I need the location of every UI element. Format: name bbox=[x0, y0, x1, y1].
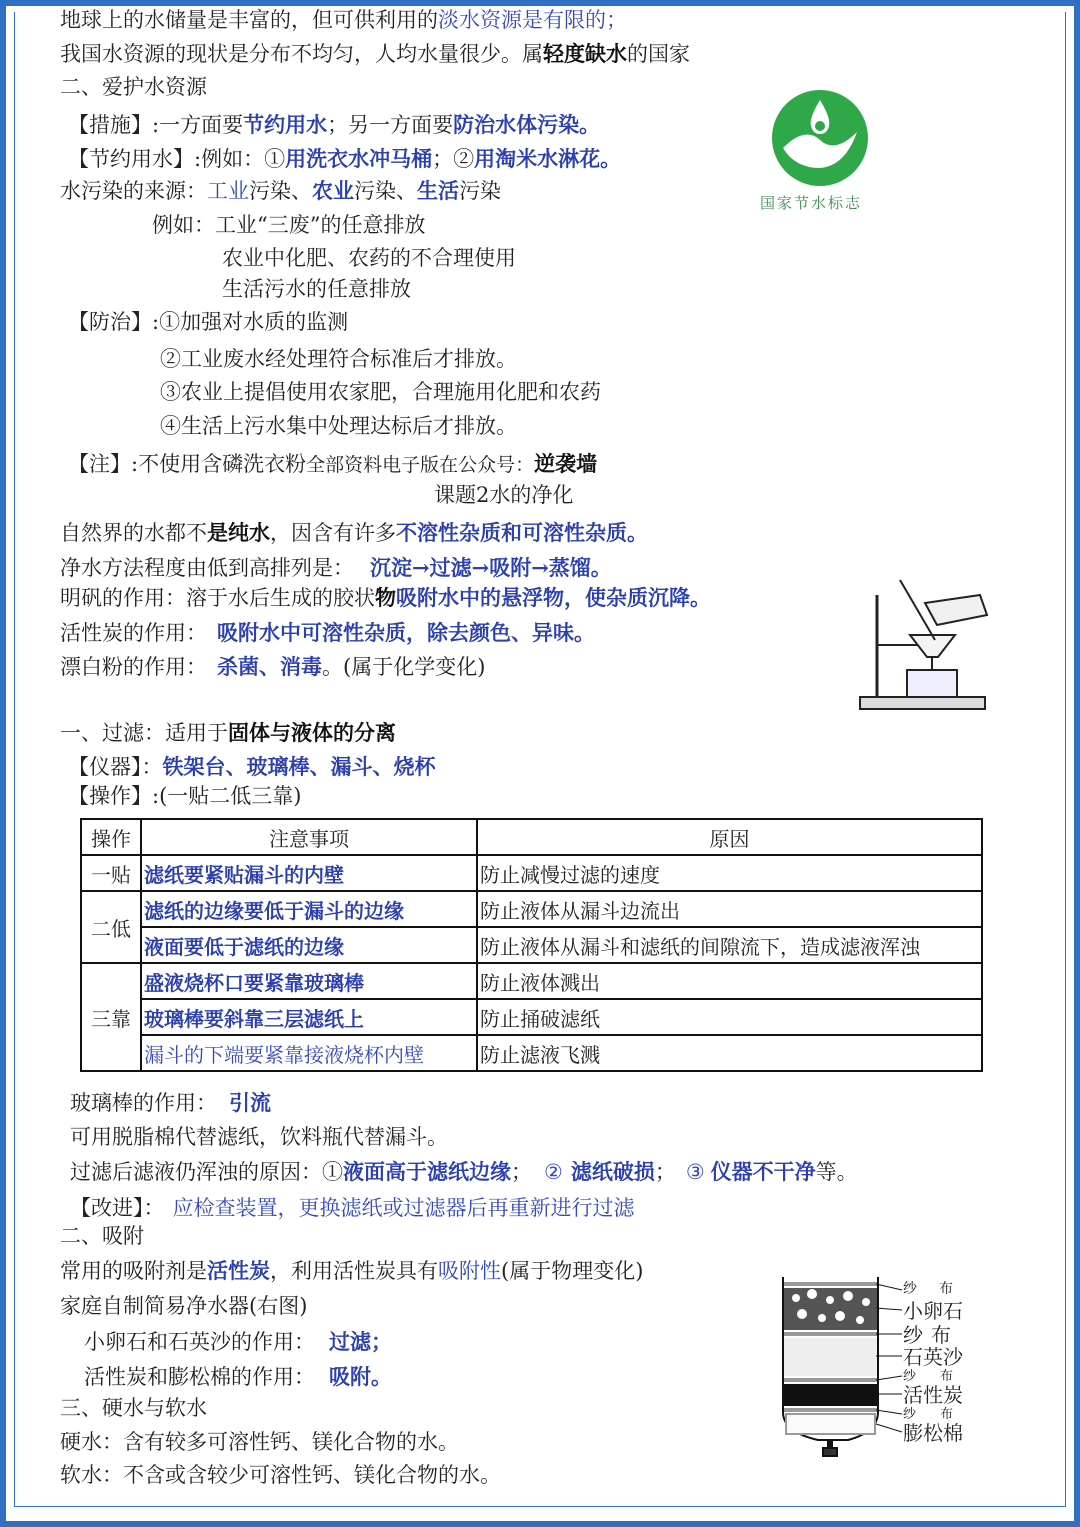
table-cell-note: 盛液烧杯口要紧靠玻璃棒 bbox=[141, 963, 477, 999]
line-carbon-role: 活性炭和膨松棉的作用： 吸附。 bbox=[84, 1364, 392, 1389]
line-operation: 【操作】:(一贴二低三靠) bbox=[68, 784, 302, 808]
line-substitutes: 可用脱脂棉代替滤纸，饮料瓶代替漏斗。 bbox=[70, 1125, 448, 1149]
filtration-table bbox=[80, 818, 983, 1072]
line-pebbles-role: 小卵石和石英沙的作用： 过滤； bbox=[84, 1329, 392, 1354]
line-save-water: 【节约用水】:例如：①用洗衣水冲马桶；②用淘米水淋花。 bbox=[68, 146, 622, 171]
table-cell-reason: 防止液体从漏斗边流出 bbox=[477, 891, 982, 927]
table-cell-note: 漏斗的下端要紧靠接液烧杯内壁 bbox=[141, 1035, 477, 1071]
line-activated-carbon: 活性炭的作用： 吸附水中可溶性杂质，除去颜色、异味。 bbox=[60, 620, 595, 645]
line-alum: 明矾的作用：溶于水后生成的胶状物吸附水中的悬浮物，使杂质沉降。 bbox=[60, 585, 711, 610]
heading-filtration: 一、过滤：适用于固体与液体的分离 bbox=[60, 720, 396, 745]
label-cotton: 膨松棉 bbox=[903, 1421, 963, 1445]
line-bleach: 漂白粉的作用： 杀菌、消毒。(属于化学变化) bbox=[60, 654, 486, 679]
table-header-row bbox=[81, 819, 982, 855]
line-note: 【注】:不使用含磷洗衣粉全部资料电子版在公众号：逆袭墙 bbox=[68, 451, 598, 476]
line-purification-order: 净水方法程度由低到高排列是： 沉淀→过滤→吸附→蒸馏。 bbox=[60, 555, 612, 580]
label-activated-carbon: 活性炭 bbox=[903, 1383, 963, 1407]
table-cell-reason: 防止液体从漏斗和滤纸的间隙流下，造成滤液浑浊 bbox=[477, 927, 982, 963]
table-row bbox=[81, 891, 982, 927]
line-pollution-sources: 水污染的来源：工业污染、农业污染、生活污染 bbox=[60, 178, 501, 203]
table-cell-reason: 防止滤液飞溅 bbox=[477, 1035, 982, 1071]
line-turbid-reasons: 过滤后滤液仍浑浊的原因：①液面高于滤纸边缘； ② 滤纸破损； ③ 仪器不干净等。 bbox=[70, 1159, 858, 1184]
label-gauze-3: 纱 布 bbox=[903, 1369, 954, 1384]
table-cell-reason: 防止捅破滤纸 bbox=[477, 999, 982, 1035]
line-measures: 【措施】:一方面要节约用水；另一方面要防治水体污染。 bbox=[68, 112, 601, 137]
line-soft-water: 软水：不含或含较少可溶性钙、镁化合物的水。 bbox=[60, 1463, 501, 1487]
header-operation: 操作 bbox=[81, 819, 141, 855]
line-hard-water: 硬水：含有较多可溶性钙、镁化合物的水。 bbox=[60, 1430, 459, 1454]
simple-water-purifier-illustration bbox=[778, 1272, 978, 1462]
table-row bbox=[81, 999, 982, 1035]
table-row bbox=[81, 963, 982, 999]
line-water-storage: 地球上的水储量是丰富的，但可供利用的淡水资源是有限的； bbox=[60, 8, 627, 32]
header-notes: 注意事项 bbox=[141, 819, 477, 855]
table-row bbox=[81, 927, 982, 963]
table-cell-note: 玻璃棒要斜靠三层滤纸上 bbox=[141, 999, 477, 1035]
filtration-apparatus-illustration bbox=[855, 575, 995, 719]
heading-adsorption: 二、吸附 bbox=[60, 1224, 144, 1248]
line-prevention-1: 【防治】:①加强对水质的监测 bbox=[68, 310, 349, 334]
label-pebbles: 小卵石 bbox=[903, 1299, 963, 1323]
table-cell-note: 液面要低于滤纸的边缘 bbox=[141, 927, 477, 963]
header-reason: 原因 bbox=[477, 819, 982, 855]
line-natural-water: 自然界的水都不是纯水，因含有许多不溶性杂质和可溶性杂质。 bbox=[60, 520, 648, 545]
line-improvement: 【改进】： 应检查装置，更换滤纸或过滤器后再重新进行过滤 bbox=[70, 1196, 635, 1220]
heading-hard-soft-water: 三、硬水与软水 bbox=[60, 1396, 207, 1420]
line-glass-rod: 玻璃棒的作用： 引流 bbox=[70, 1090, 271, 1115]
line-example-industry: 例如：工业“三废”的任意排放 bbox=[152, 213, 426, 237]
line-china-water: 我国水资源的现状是分布不均匀，人均水量很少。属轻度缺水的国家 bbox=[60, 41, 690, 66]
table-cell-op: 二低 bbox=[81, 891, 141, 963]
label-gauze-2: 纱 布 bbox=[903, 1323, 951, 1347]
line-prevention-2: ②工业废水经处理符合标准后才排放。 bbox=[160, 347, 517, 371]
table-row bbox=[81, 855, 982, 891]
logo-caption: 国家节水标志 bbox=[760, 194, 863, 212]
line-example-life: 生活污水的任意排放 bbox=[222, 277, 411, 301]
lesson-title: 课题2水的净化 bbox=[434, 483, 574, 507]
line-prevention-3: ③农业上提倡使用农家肥，合理施用化肥和农药 bbox=[160, 380, 601, 404]
table-cell-op: 一贴 bbox=[81, 855, 141, 891]
table-cell-note: 滤纸的边缘要低于漏斗的边缘 bbox=[141, 891, 477, 927]
water-saving-logo bbox=[765, 88, 875, 192]
line-example-agriculture: 农业中化肥、农药的不合理使用 bbox=[222, 246, 516, 270]
line-home-purifier: 家庭自制简易净水器(右图) bbox=[60, 1294, 308, 1318]
line-instruments: 【仪器】：铁架台、玻璃棒、漏斗、烧杯 bbox=[68, 754, 436, 779]
line-prevention-4: ④生活上污水集中处理达标后才排放。 bbox=[160, 414, 517, 438]
table-cell-note: 滤纸要紧贴漏斗的内壁 bbox=[141, 855, 477, 891]
table-cell-reason: 防止液体溅出 bbox=[477, 963, 982, 999]
table-row bbox=[81, 1035, 982, 1071]
table-cell-reason: 防止减慢过滤的速度 bbox=[477, 855, 982, 891]
label-gauze-1: 纱 布 bbox=[903, 1281, 953, 1297]
table-cell-op: 三靠 bbox=[81, 963, 141, 1071]
line-adsorbent: 常用的吸附剂是活性炭，利用活性炭具有吸附性(属于物理变化) bbox=[60, 1258, 644, 1283]
label-gauze-4: 纱 布 bbox=[903, 1407, 954, 1422]
heading-protect-water: 二、爱护水资源 bbox=[60, 75, 207, 99]
label-quartz-sand: 石英沙 bbox=[903, 1345, 963, 1369]
